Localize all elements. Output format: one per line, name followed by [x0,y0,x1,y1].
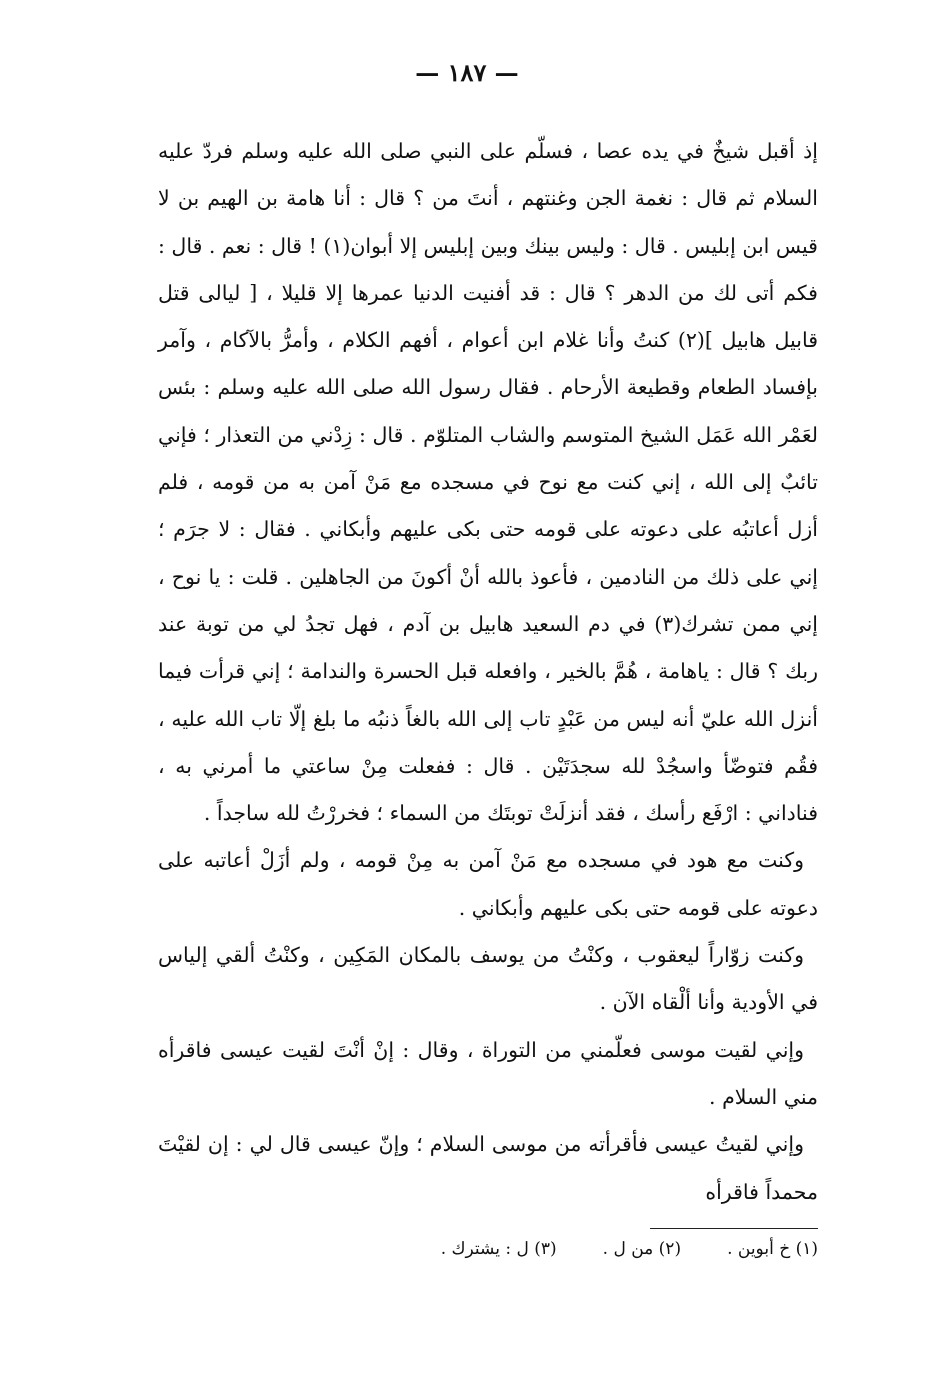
footnote: (٣) ل : يشترك . [440,1239,557,1259]
footnote: (٢) من ل . [602,1239,682,1259]
footnote: (١) خ أبوين . [727,1239,818,1259]
paragraph: إذ أقبل شيخٌ في يده عصا ، فسلّم على النبي صلى الله عليه وسلم فردّ عليه السلام ثم قال : نغمة الجن وغنتهم ، أنتَ من ؟ قال : أنا هامة بن الهيم بن لا قيس ابن إبليس . قال : وليس بينك وبين إبليس إلا أبوان(١) ! قال : نعم . قال : فكم أتى لك من الدهر ؟ قال : قد أفنيت الدنيا عمرها إلا قليلا ، [ ليالى قتل قابيل هابيل ](٢) كنتُ وأنا غلام ابن أعوام ، أفهم الكلام ، وأمرُّ بالآكام ، وآمر بإفساد الطعام وقطيعة الأرحام . فقال رسول الله صلى الله عليه وسلم : بئس لعَمْر الله عَمَل الشيخ المتوسم والشاب المتلوّم . قال : زِدْني من التعذار ؛ فإني تائبٌ إلى الله ، إني كنت مع نوح في مسجده مع مَنْ آمن به من قومه ، فلم أزل أعاتبُه على دعوته على قومه حتى بكى عليهم وأبكاني . فقال : لا جرَم ؛ إني على ذلك من النادمين ، فأعوذ بالله أنْ أكونَ من الجاهلين . قلت : يا نوح ، إني ممن تشرك(٣) في دم السعيد هابيل بن آدم ، فهل تجدُ لي من توبة عند ربك ؟ قال : ياهامة ، هُمَّ بالخير ، وافعله قبل الحسرة والندامة ؛ إني قرأت فيما أنزل الله عليّ أنه ليس من عَبْدٍ تاب إلى الله بالغاً ذنبُه ما بلغ إلّا تاب الله عليه ، فقُم فتوضّأ واسجُدْ لله سجدَتَيْن . قال : ففعلت مِنْ ساعتي ما أمرني به ، فناداني : ارْفَع رأسك ، فقد أنزلَتْ توبتَك من السماء ؛ فخررْتُ لله ساجداً . [158,139,818,826]
footnotes [300,1236,818,1262]
body-text [158,128,818,1216]
footnote-divider [650,1228,818,1229]
page-number: — ١٨٧ — [415,58,519,87]
paragraph: وإني لقيتُ عيسى فأقرأته من موسى السلام ؛ وإنّ عيسى قال لي : إن لقيْتَ محمداً فاقرأه [158,1132,818,1204]
paragraph: وكنت زوّاراً ليعقوب ، وكنْتُ من يوسف بالمكان المَكِين ، وكنْتُ ألقي إلياس في الأودية وأنا ألْقاه الآن . [158,943,818,1015]
paragraph: وإني لقيت موسى فعلّمني من التوراة ، وقال : إنْ أنْتَ لقيت عيسى فاقرأه مني السلام . [158,1037,818,1109]
paragraph: وكنت مع هود في مسجده مع مَنْ آمن به مِنْ قومه ، ولم أزَلْ أعاتبه على دعوته على قومه حتى بكى عليهم وأبكاني . [158,848,818,920]
